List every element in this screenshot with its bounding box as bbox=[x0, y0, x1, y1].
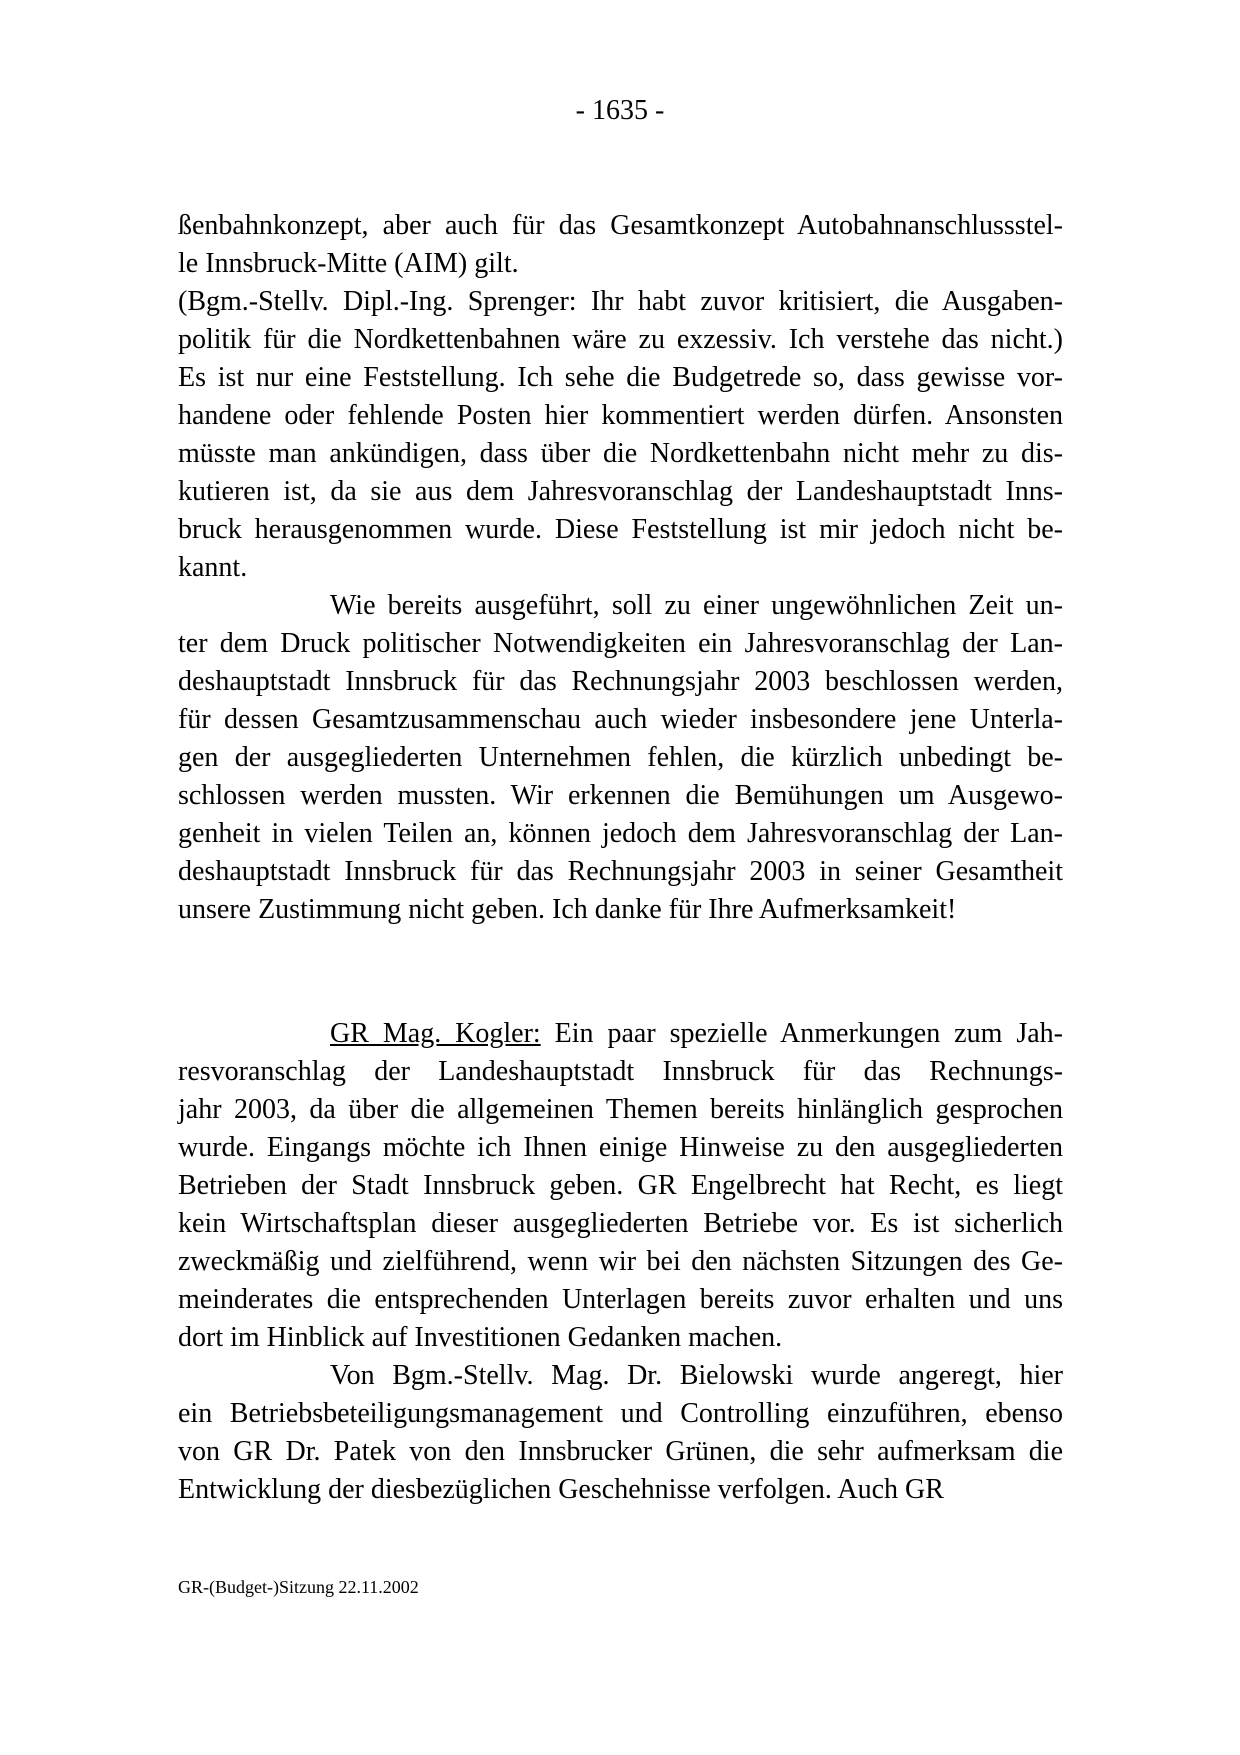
text-line: politik für die Nordkettenbahnen wäre zu exzessiv. Ich verstehe das nicht.) bbox=[178, 324, 1063, 355]
text-line: Von Bgm.-Stellv. Mag. Dr. Bielowski wurde angeregt, hier bbox=[330, 1360, 1063, 1391]
text-line: le Innsbruck-Mitte (AIM) gilt. bbox=[178, 248, 519, 279]
text-line: Entwicklung der diesbezüglichen Geschehnisse verfolgen. Auch GR bbox=[178, 1474, 944, 1505]
text-line: wurde. Eingangs möchte ich Ihnen einige Hinweise zu den ausgegliederten bbox=[178, 1132, 1063, 1163]
speaker-line bbox=[178, 1015, 1063, 1053]
text-line: genheit in vielen Teilen an, können jedoch dem Jahresvoranschlag der Lan- bbox=[178, 818, 1063, 849]
text-line: zweckmäßig und zielführend, wenn wir bei den nächsten Sitzungen des Ge- bbox=[178, 1246, 1063, 1277]
text-line: ein Betriebsbeteiligungsmanagement und Controlling einzuführen, ebenso bbox=[178, 1398, 1063, 1429]
text-line: (Bgm.-Stellv. Dipl.-Ing. Sprenger: Ihr habt zuvor kritisiert, die Ausgaben- bbox=[178, 286, 1063, 317]
text-line: unsere Zustimmung nicht geben. Ich danke für Ihre Aufmerksamkeit! bbox=[178, 894, 957, 925]
text-line: ter dem Druck politischer Notwendigkeiten ein Jahresvoranschlag der Lan- bbox=[178, 628, 1063, 659]
text-line: Es ist nur eine Feststellung. Ich sehe die Budgetrede so, dass gewisse vor- bbox=[178, 362, 1063, 393]
text-line: schlossen werden mussten. Wir erkennen die Bemühungen um Ausgewo- bbox=[178, 780, 1063, 811]
paragraph-block-1 bbox=[178, 207, 1063, 929]
text-line: von GR Dr. Patek von den Innsbrucker Grünen, die sehr aufmerksam die bbox=[178, 1436, 1063, 1467]
text-line: jahr 2003, da über die allgemeinen Themen bereits hinlänglich gesprochen bbox=[178, 1094, 1063, 1125]
page-number: - 1635 - bbox=[575, 95, 665, 126]
text-line: Betrieben der Stadt Innsbruck geben. GR Engelbrecht hat Recht, es liegt bbox=[178, 1170, 1063, 1201]
text-line: bruck herausgenommen wurde. Diese Feststellung ist mir jedoch nicht be- bbox=[178, 514, 1063, 545]
text-line: kein Wirtschaftsplan dieser ausgegliederten Betriebe vor. Es ist sicherlich bbox=[178, 1208, 1063, 1239]
text-line: dort im Hinblick auf Investitionen Gedanken machen. bbox=[178, 1322, 783, 1353]
text-line: kutieren ist, da sie aus dem Jahresvoranschlag der Landeshauptstadt Inns- bbox=[178, 476, 1063, 507]
text-line: handene oder fehlende Posten hier kommentiert werden dürfen. Ansonsten bbox=[178, 400, 1063, 431]
text-line: Wie bereits ausgeführt, soll zu einer ungewöhnlichen Zeit un- bbox=[330, 590, 1063, 621]
text-line: für dessen Gesamtzusammenschau auch wieder insbesondere jene Unterla- bbox=[178, 704, 1063, 735]
speaker-name: GR Mag. Kogler: bbox=[330, 1018, 541, 1049]
text-line: meinderates die entsprechenden Unterlagen bereits zuvor erhalten und uns bbox=[178, 1284, 1063, 1315]
text-line: ßenbahnkonzept, aber auch für das Gesamtkonzept Autobahnanschlussstel- bbox=[178, 210, 1063, 241]
text-line: resvoranschlag der Landeshauptstadt Innsbruck für das Rechnungs- bbox=[178, 1056, 1063, 1087]
text-line: gen der ausgegliederten Unternehmen fehlen, die kürzlich unbedingt be- bbox=[178, 742, 1063, 773]
footer-session-label: GR-(Budget-)Sitzung 22.11.2002 bbox=[178, 1577, 419, 1597]
text-line: müsste man ankündigen, dass über die Nordkettenbahn nicht mehr zu dis- bbox=[178, 438, 1063, 469]
text-line: deshauptstadt Innsbruck für das Rechnungsjahr 2003 beschlossen werden, bbox=[178, 666, 1063, 697]
paragraph-block-2 bbox=[178, 1015, 1063, 1509]
text-line: deshauptstadt Innsbruck für das Rechnungsjahr 2003 in seiner Gesamtheit bbox=[178, 856, 1063, 887]
text-line: kannt. bbox=[178, 552, 248, 583]
speaker-line-text: Ein paar spezielle Anmerkungen zum Jah- bbox=[540, 1018, 1063, 1049]
